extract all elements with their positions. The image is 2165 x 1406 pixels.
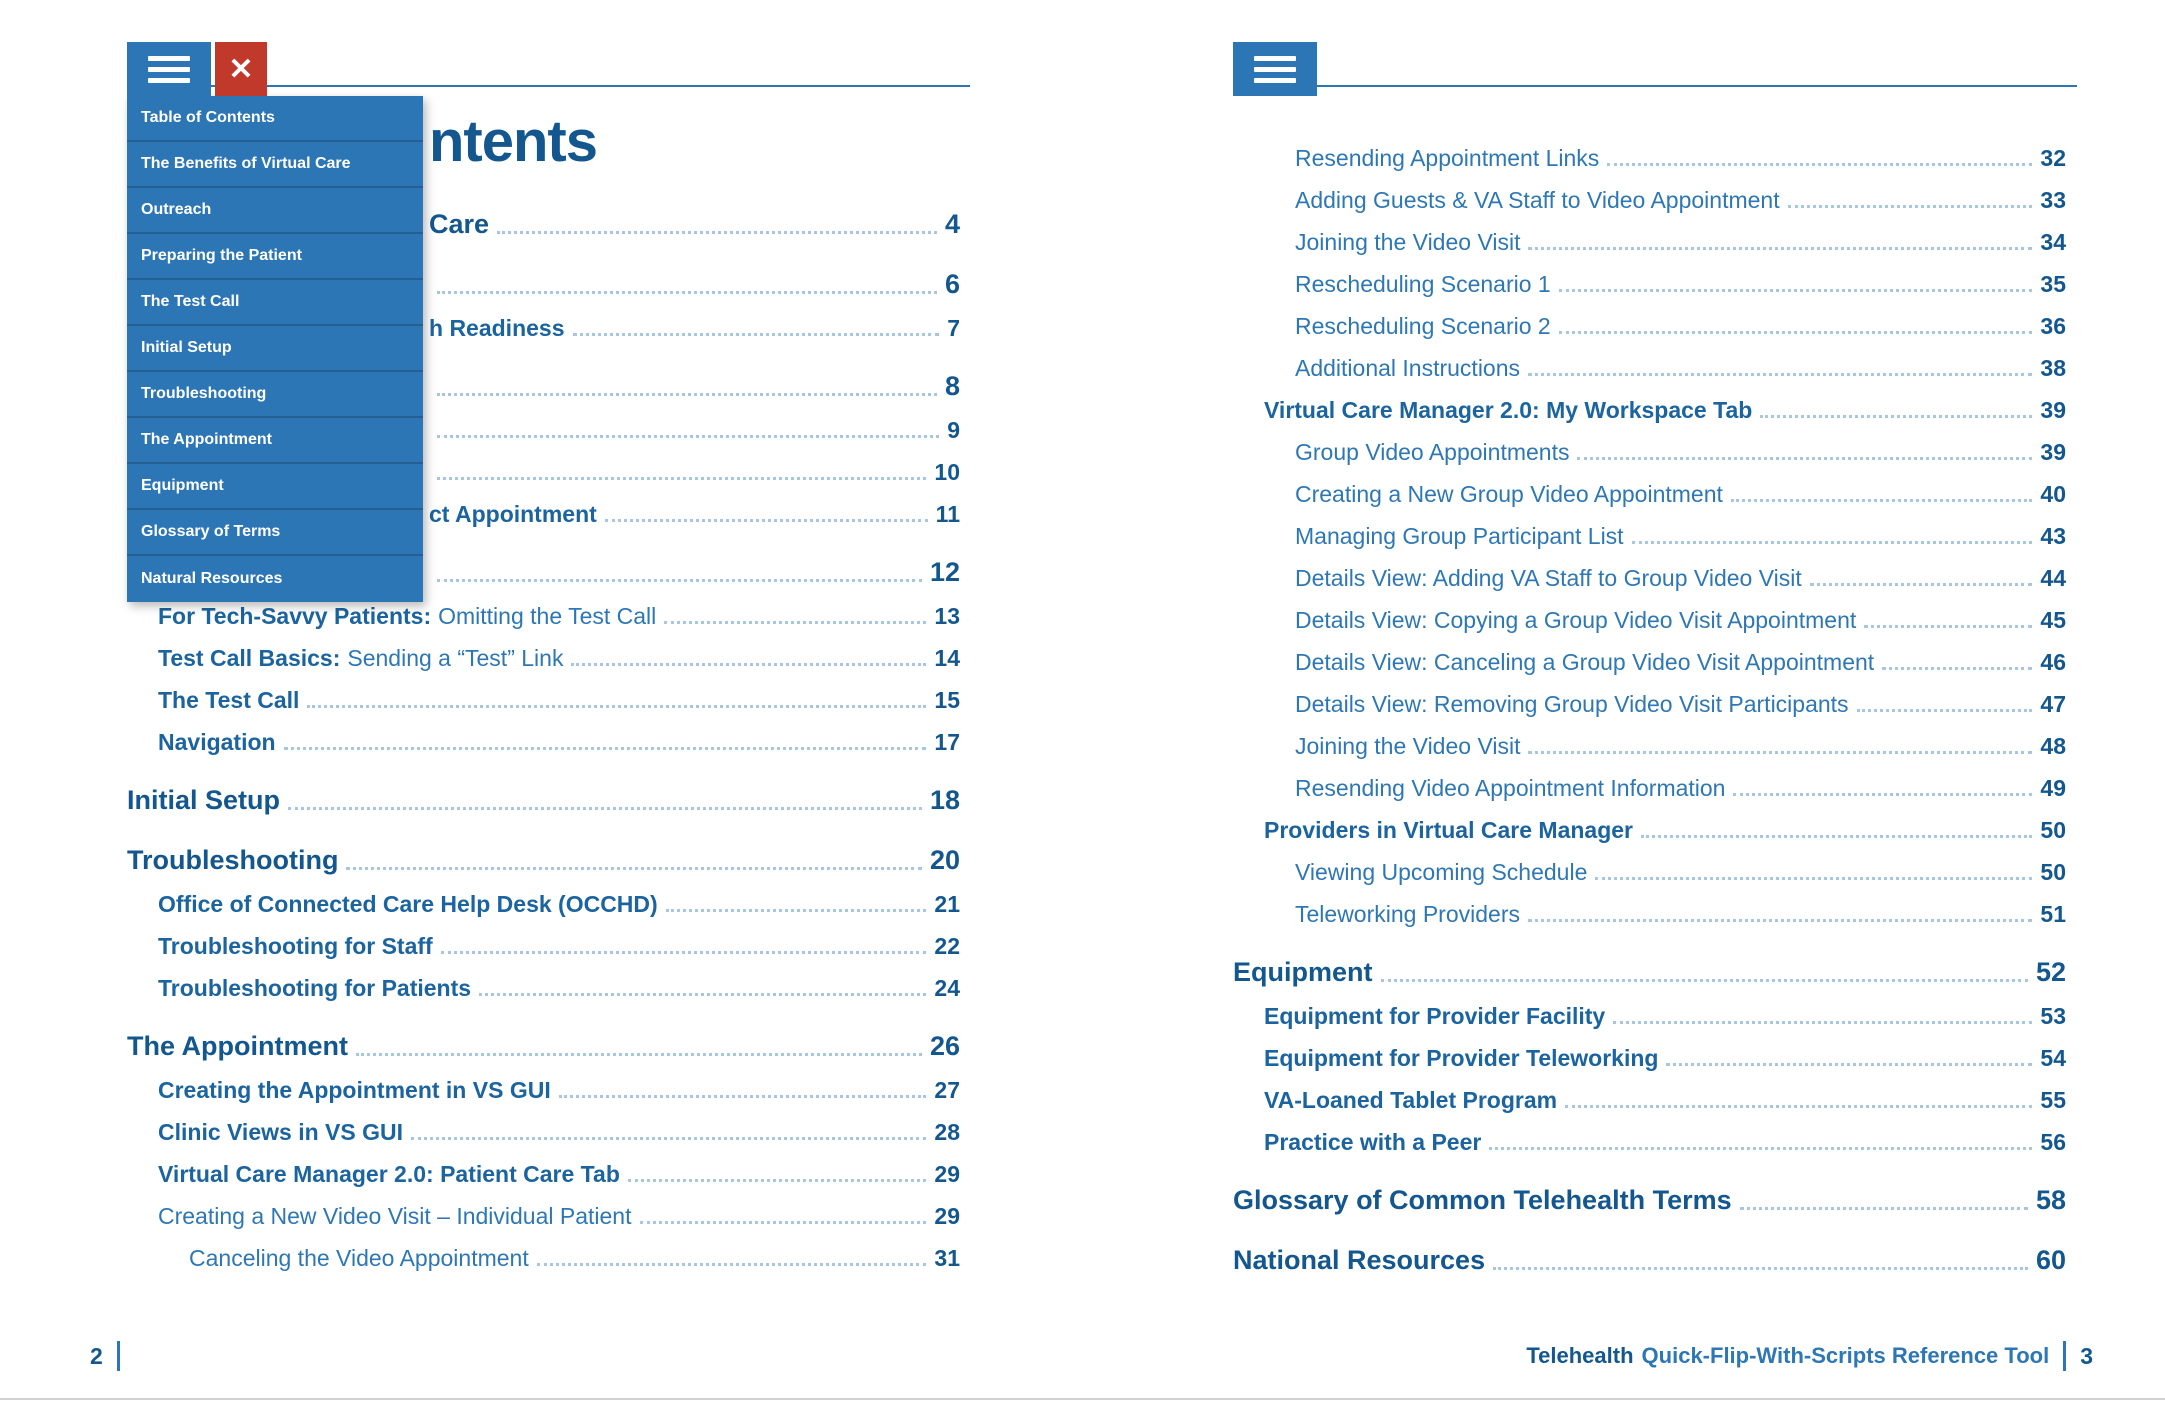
toc-entry[interactable] <box>127 1104 960 1146</box>
toc-entry-label: The Appointment <box>127 1031 348 1061</box>
toc-entry-label: Details View: Removing Group Video Visit Participants <box>1295 691 1849 717</box>
toc-entry-page-number: 29 <box>934 1161 960 1187</box>
dotted-leader <box>640 1221 927 1224</box>
toc-entry-page-number: 28 <box>934 1119 960 1145</box>
toc-entry-label: Office of Connected Care Help Desk (OCCHD) <box>158 891 658 917</box>
toc-entry-page-number: 44 <box>2040 565 2066 591</box>
dotted-leader <box>1740 1207 2028 1210</box>
menu-item-the-appointment[interactable]: The Appointment <box>127 418 423 464</box>
toc-entry-page-number: 15 <box>934 687 960 713</box>
toc-entry-page-number: 26 <box>929 1031 960 1061</box>
menu-item-natural-resources[interactable]: Natural Resources <box>141 570 283 587</box>
toc-entry-label: Details View: Copying a Group Video Visit Appointment <box>1295 607 1857 633</box>
dotted-leader <box>497 231 937 234</box>
toc-entry-label: Adding Guests & VA Staff to Video Appointment <box>1295 187 1780 213</box>
dotted-leader <box>1565 1105 2032 1108</box>
toc-entry-label: Troubleshooting for Staff <box>158 933 433 959</box>
toc-entry-page-number: 21 <box>934 891 960 917</box>
toc-entry-page-number: 36 <box>2040 313 2066 339</box>
toc-entry[interactable] <box>127 672 960 714</box>
toc-entry-label: Viewing Upcoming Schedule <box>1295 859 1588 885</box>
toc-entry-label: Providers in Virtual Care Manager <box>1264 817 1633 843</box>
toc-entry[interactable] <box>1233 130 2066 172</box>
menu-item-glossary-of-terms[interactable]: Glossary of Terms <box>127 510 423 556</box>
dotted-leader <box>1666 1063 2032 1066</box>
nav-dropdown-menu <box>127 96 423 602</box>
menu-item-the-benefits-of-virtual-care[interactable]: The Benefits of Virtual Care <box>127 142 423 188</box>
toc-entry[interactable] <box>127 1230 960 1272</box>
toc-entry-page-number: 52 <box>2035 957 2066 987</box>
toc-entry[interactable] <box>127 1020 960 1062</box>
toc-entry-label: Navigation <box>158 729 276 755</box>
dotted-leader <box>1577 457 2032 460</box>
dotted-leader <box>573 333 940 336</box>
dotted-leader <box>1528 247 2032 250</box>
toc-entry-label: Details View: Adding VA Staff to Group Video Visit <box>1295 565 1802 591</box>
toc-entry-page-number: 6 <box>944 269 960 299</box>
dotted-leader <box>537 1263 927 1266</box>
toc-entry-page-number: 18 <box>929 785 960 815</box>
toc-entry[interactable] <box>127 960 960 1002</box>
dotted-leader <box>1864 625 2032 628</box>
toc-entry[interactable] <box>127 630 960 672</box>
dotted-leader <box>441 951 927 954</box>
toc-entry-page-number: 43 <box>2040 523 2066 549</box>
toc-entry-page-number: 50 <box>2040 859 2066 885</box>
toc-entry[interactable] <box>1233 298 2066 340</box>
toc-entry-label: Joining the Video Visit <box>1295 733 1521 759</box>
toc-entry-page-number: 51 <box>2040 901 2066 927</box>
toc-entry[interactable] <box>1233 466 2066 508</box>
dotted-leader <box>356 1053 922 1056</box>
toc-entry-page-number: 34 <box>2040 229 2066 255</box>
dotted-leader <box>1493 1267 2028 1270</box>
toc-entry-page-number: 17 <box>934 729 960 755</box>
toc-entry-label: Virtual Care Manager 2.0: Patient Care Tab <box>158 1161 620 1187</box>
toc-entry-label: Care <box>429 209 490 239</box>
toc-entry-label: Teleworking Providers <box>1295 901 1520 927</box>
dotted-leader <box>571 663 926 666</box>
toc-entry-label: The Test Call <box>158 687 300 713</box>
toc-entry[interactable] <box>1233 592 2066 634</box>
dotted-leader <box>437 435 939 438</box>
dotted-leader <box>1528 751 2032 754</box>
footer-brand-light: Quick-Flip-With-Scripts Reference Tool <box>1641 1343 2050 1368</box>
toc-entry-page-number: 40 <box>2040 481 2066 507</box>
toc-entry-page-number: 8 <box>944 371 960 401</box>
toc-entry-page-number: 48 <box>2040 733 2066 759</box>
toc-entry[interactable] <box>1233 760 2066 802</box>
dotted-leader <box>437 393 937 396</box>
dotted-leader <box>1613 1021 2032 1024</box>
toc-entry-label: Troubleshooting <box>127 845 339 875</box>
dotted-leader <box>666 909 927 912</box>
dotted-leader <box>288 807 922 810</box>
page-title: ntents <box>429 109 597 174</box>
toc-entry-label: Rescheduling Scenario 1 <box>1295 271 1551 297</box>
dotted-leader <box>1788 205 2033 208</box>
toc-entry[interactable] <box>1233 946 2066 988</box>
toc-entry[interactable] <box>127 714 960 756</box>
hamburger-icon <box>148 56 190 61</box>
dotted-leader <box>411 1137 926 1140</box>
toc-entry[interactable] <box>127 1188 960 1230</box>
toc-entry-label: Troubleshooting for Patients <box>158 975 472 1001</box>
toc-entry-label: Sending a “Test” Link <box>347 645 564 671</box>
toc-entry-page-number: 45 <box>2040 607 2066 633</box>
toc-entry[interactable] <box>1233 802 2066 844</box>
toc-entry-label: Canceling the Video Appointment <box>189 1245 529 1271</box>
toc-entry-page-number: 12 <box>929 557 960 587</box>
hamburger-icon <box>148 67 190 72</box>
toc-entry-label: Joining the Video Visit <box>1295 229 1521 255</box>
toc-entry-page-number: 46 <box>2040 649 2066 675</box>
toc-entry[interactable] <box>1233 634 2066 676</box>
toc-entry-page-number: 22 <box>934 933 960 959</box>
dotted-leader <box>1882 667 2032 670</box>
toc-entry-page-number: 49 <box>2040 775 2066 801</box>
toc-entry[interactable] <box>1233 256 2066 298</box>
dotted-leader <box>628 1179 927 1182</box>
toc-entry-page-number: 47 <box>2040 691 2066 717</box>
right-page-top-rule <box>1233 85 2077 87</box>
dotted-leader <box>1559 331 2033 334</box>
toc-entry-label: ct Appointment <box>429 501 597 527</box>
toc-entry-page-number: 27 <box>934 1077 960 1103</box>
toc-entry-page-number: 54 <box>2040 1045 2066 1071</box>
toc-entry-label: Resending Appointment Links <box>1295 145 1600 171</box>
menu-item-table-of-contents[interactable]: Table of Contents <box>127 96 423 142</box>
dotted-leader <box>284 747 927 750</box>
toc-entry-label: Clinic Views in VS GUI <box>158 1119 403 1145</box>
hamburger-icon <box>1254 56 1296 61</box>
toc-entry-label: Equipment for Provider Facility <box>1264 1003 1606 1029</box>
toc-entry-page-number: 39 <box>2040 439 2066 465</box>
toc-entry[interactable] <box>1233 340 2066 382</box>
toc-entry-page-number: 33 <box>2040 187 2066 213</box>
menu-item-initial-setup[interactable]: Initial Setup <box>127 326 423 372</box>
toc-entry-lead: Test Call Basics: <box>158 645 341 671</box>
dotted-leader <box>1632 541 2033 544</box>
toc-entry[interactable] <box>1233 214 2066 256</box>
toc-entry[interactable] <box>1233 424 2066 466</box>
dotted-leader <box>479 993 926 996</box>
toc-entry[interactable] <box>1233 1072 2066 1114</box>
toc-entry[interactable] <box>127 918 960 960</box>
dotted-leader <box>1381 979 2028 982</box>
dotted-leader <box>1733 793 2032 796</box>
dotted-leader <box>1559 289 2033 292</box>
dotted-leader <box>1528 373 2032 376</box>
toc-entry-page-number: 38 <box>2040 355 2066 381</box>
toc-entry-label: Initial Setup <box>127 785 281 815</box>
menu-item-equipment[interactable]: Equipment <box>127 464 423 510</box>
toc-entry-label: Glossary of Common Telehealth Terms <box>1233 1185 1732 1215</box>
close-x-icon: ✕ <box>228 52 254 86</box>
toc-entry[interactable] <box>1233 1030 2066 1072</box>
toc-entry-page-number: 50 <box>2040 817 2066 843</box>
toc-entry[interactable] <box>127 1062 960 1104</box>
toc-entry[interactable] <box>127 1146 960 1188</box>
toc-entry-page-number: 31 <box>934 1245 960 1271</box>
toc-entry-label: Managing Group Participant List <box>1295 523 1624 549</box>
dotted-leader <box>1641 835 2032 838</box>
footer-separator-bar <box>117 1341 120 1371</box>
menu-toggle-button-right[interactable] <box>1233 42 1317 96</box>
menu-item-outreach[interactable]: Outreach <box>127 188 423 234</box>
toc-entry-label: Group Video Appointments <box>1295 439 1570 465</box>
toc-entry[interactable] <box>1233 988 2066 1030</box>
menu-close-button[interactable] <box>215 42 267 96</box>
toc-entry-label: Equipment <box>1233 957 1373 987</box>
toc-entry-label: VA-Loaned Tablet Program <box>1264 1087 1558 1113</box>
toc-entry[interactable] <box>1233 1174 2066 1216</box>
toc-entry[interactable] <box>1233 172 2066 214</box>
toc-entry-label: Resending Video Appointment Information <box>1295 775 1726 801</box>
toc-entry-label: h Readiness <box>429 315 565 341</box>
toc-entry-label: Creating the Appointment in VS GUI <box>158 1077 551 1103</box>
dotted-leader <box>437 579 922 582</box>
toc-entry-label: Omitting the Test Call <box>438 603 657 629</box>
dotted-leader <box>1810 583 2033 586</box>
toc-entry[interactable] <box>1233 382 2066 424</box>
toc-right-column <box>1233 130 2066 1276</box>
toc-entry-label: Details View: Canceling a Group Video Visit Appointment <box>1295 649 1875 675</box>
dotted-leader <box>1857 709 2033 712</box>
toc-entry-page-number: 14 <box>934 645 960 671</box>
menu-item-preparing-the-patient[interactable]: Preparing the Patient <box>127 234 423 280</box>
toc-entry-page-number: 4 <box>944 209 960 239</box>
toc-entry[interactable] <box>127 876 960 918</box>
hamburger-icon <box>1254 78 1296 83</box>
toc-entry-page-number: 58 <box>2035 1185 2066 1215</box>
hamburger-icon <box>1254 67 1296 72</box>
dotted-leader <box>1731 499 2033 502</box>
dotted-leader <box>1528 919 2032 922</box>
toc-entry-label: Practice with a Peer <box>1264 1129 1482 1155</box>
toc-entry-page-number: 53 <box>2040 1003 2066 1029</box>
toc-entry-page-number: 24 <box>934 975 960 1001</box>
footer-brand-dark: Telehealth <box>1526 1343 1634 1368</box>
toc-entry-page-number: 32 <box>2040 145 2066 171</box>
toc-entry[interactable] <box>127 834 960 876</box>
toc-entry-lead: For Tech-Savvy Patients: <box>158 603 432 629</box>
toc-entry-label: Additional Instructions <box>1295 355 1521 381</box>
toc-entry-page-number: 9 <box>947 417 960 443</box>
menu-item-the-test-call[interactable]: The Test Call <box>127 280 423 326</box>
toc-entry-page-number: 55 <box>2040 1087 2066 1113</box>
toc-entry-page-number: 7 <box>947 315 960 341</box>
footer-separator-bar <box>2063 1341 2066 1371</box>
toc-entry[interactable] <box>1233 508 2066 550</box>
toc-entry-page-number: 29 <box>934 1203 960 1229</box>
toc-entry[interactable] <box>1233 550 2066 592</box>
toc-entry[interactable] <box>1233 886 2066 928</box>
dotted-leader <box>1489 1147 2032 1150</box>
dotted-leader <box>664 621 926 624</box>
toc-entry-page-number: 56 <box>2040 1129 2066 1155</box>
toc-entry-page-number: 11 <box>935 501 960 527</box>
dotted-leader <box>1607 163 2032 166</box>
dotted-leader <box>1760 415 2032 418</box>
right-footer-page-number: 3 <box>2080 1342 2093 1369</box>
dotted-leader <box>1595 877 2032 880</box>
hamburger-icon <box>148 78 190 83</box>
toc-entry[interactable] <box>1233 1114 2066 1156</box>
dotted-leader <box>307 705 926 708</box>
toc-entry-label: Creating a New Video Visit – Individual Patient <box>158 1203 632 1229</box>
dotted-leader <box>346 867 921 870</box>
toc-entry-label: Rescheduling Scenario 2 <box>1295 313 1551 339</box>
footer-divider-line <box>0 1398 2165 1400</box>
toc-entry-label: Creating a New Group Video Appointment <box>1295 481 1723 507</box>
toc-entry-page-number: 13 <box>934 603 960 629</box>
toc-entry[interactable] <box>1233 1234 2066 1276</box>
dotted-leader <box>437 291 937 294</box>
toc-entry-page-number: 35 <box>2040 271 2066 297</box>
toc-entry-label: National Resources <box>1233 1245 1486 1275</box>
toc-entry-page-number: 20 <box>929 845 960 875</box>
dotted-leader <box>559 1095 927 1098</box>
footer-left <box>90 1340 120 1372</box>
toc-entry-page-number: 39 <box>2040 397 2066 423</box>
toc-entry[interactable] <box>127 774 960 816</box>
toc-entry[interactable] <box>1233 844 2066 886</box>
footer-right <box>1526 1340 2093 1372</box>
toc-entry-page-number: 60 <box>2035 1245 2066 1275</box>
toc-entry-label: Equipment for Provider Teleworking <box>1264 1045 1659 1071</box>
dotted-leader <box>437 477 926 480</box>
menu-item-troubleshooting[interactable]: Troubleshooting <box>127 372 423 418</box>
toc-entry-page-number: 10 <box>934 459 960 485</box>
toc-entry-label: Virtual Care Manager 2.0: My Workspace Tab <box>1264 397 1753 423</box>
toc-entry[interactable] <box>1233 718 2066 760</box>
toc-entry[interactable] <box>1233 676 2066 718</box>
left-footer-page-number: 2 <box>90 1342 103 1369</box>
menu-toggle-button-left[interactable] <box>127 42 211 96</box>
dotted-leader <box>605 519 928 522</box>
